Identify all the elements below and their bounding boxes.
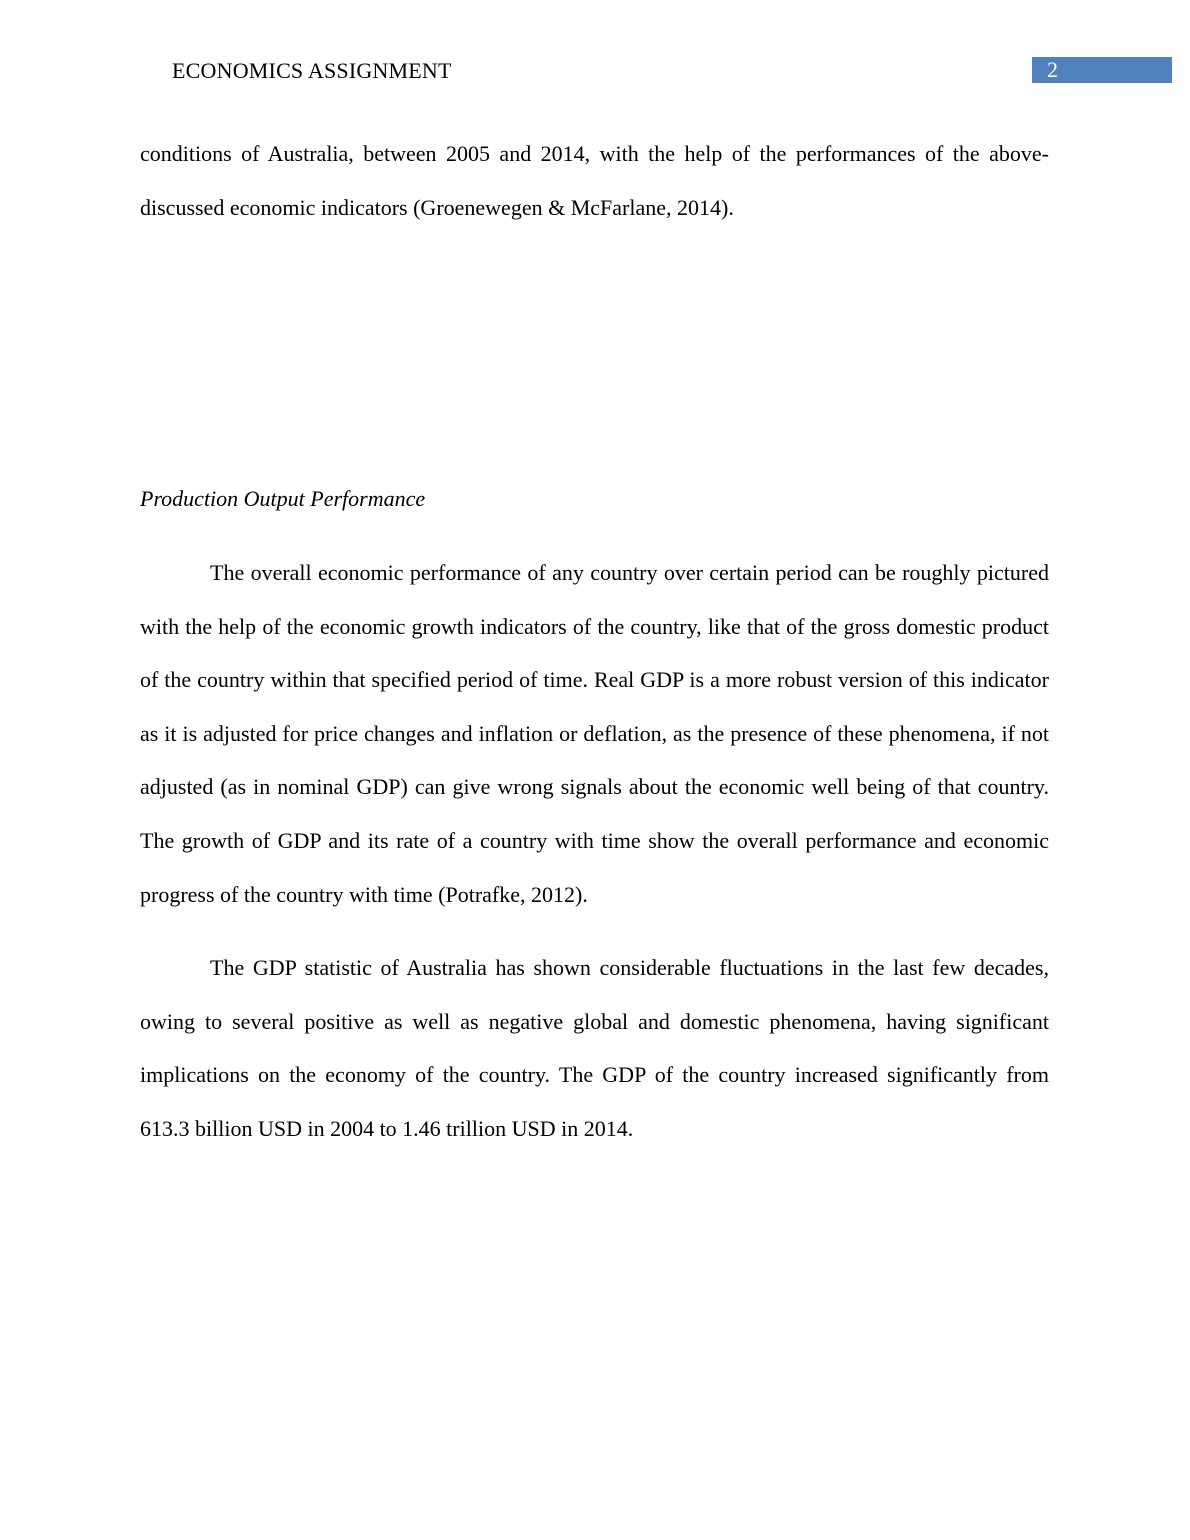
body-paragraph-2: The GDP statistic of Australia has shown considerable fluctuations in the last few decades, owing to several positive as well as negative global and domestic phenomena, having significant implications on the economy of the country. The GDP of the country increased significantly from 613.3 billion USD in 2004 to 1.46 trillion USD in 2014. — [140, 955, 1049, 1141]
intro-paragraph-block — [140, 127, 1049, 234]
section-heading: Production Output Performance — [140, 486, 426, 511]
paragraph-block-2 — [140, 941, 1049, 1155]
page-number: 2 — [1047, 57, 1058, 82]
paragraph-block-1 — [140, 546, 1049, 921]
running-header-title: ECONOMICS ASSIGNMENT — [172, 58, 452, 83]
body-paragraph-1: The overall economic performance of any country over certain period can be roughly pictured with the help of the economic growth indicators of the country, like that of the gross domestic product of the country within that specified period of time. Real GDP is a more robust version of this indicator as it is adjusted for price changes and inflation or deflation, as the presence of these phenomena, if not adjusted (as in nominal GDP) can give wrong signals about the economic well being of that country. The growth of GDP and its rate of a country with time show the overall performance and economic progress of the country with time (Potrafke, 2012). — [140, 560, 1049, 907]
page-number-box — [1032, 57, 1172, 83]
intro-paragraph: conditions of Australia, between 2005 and 2014, with the help of the performances of the above-discussed economic indicators (Groenewegen & McFarlane, 2014). — [140, 141, 1049, 220]
